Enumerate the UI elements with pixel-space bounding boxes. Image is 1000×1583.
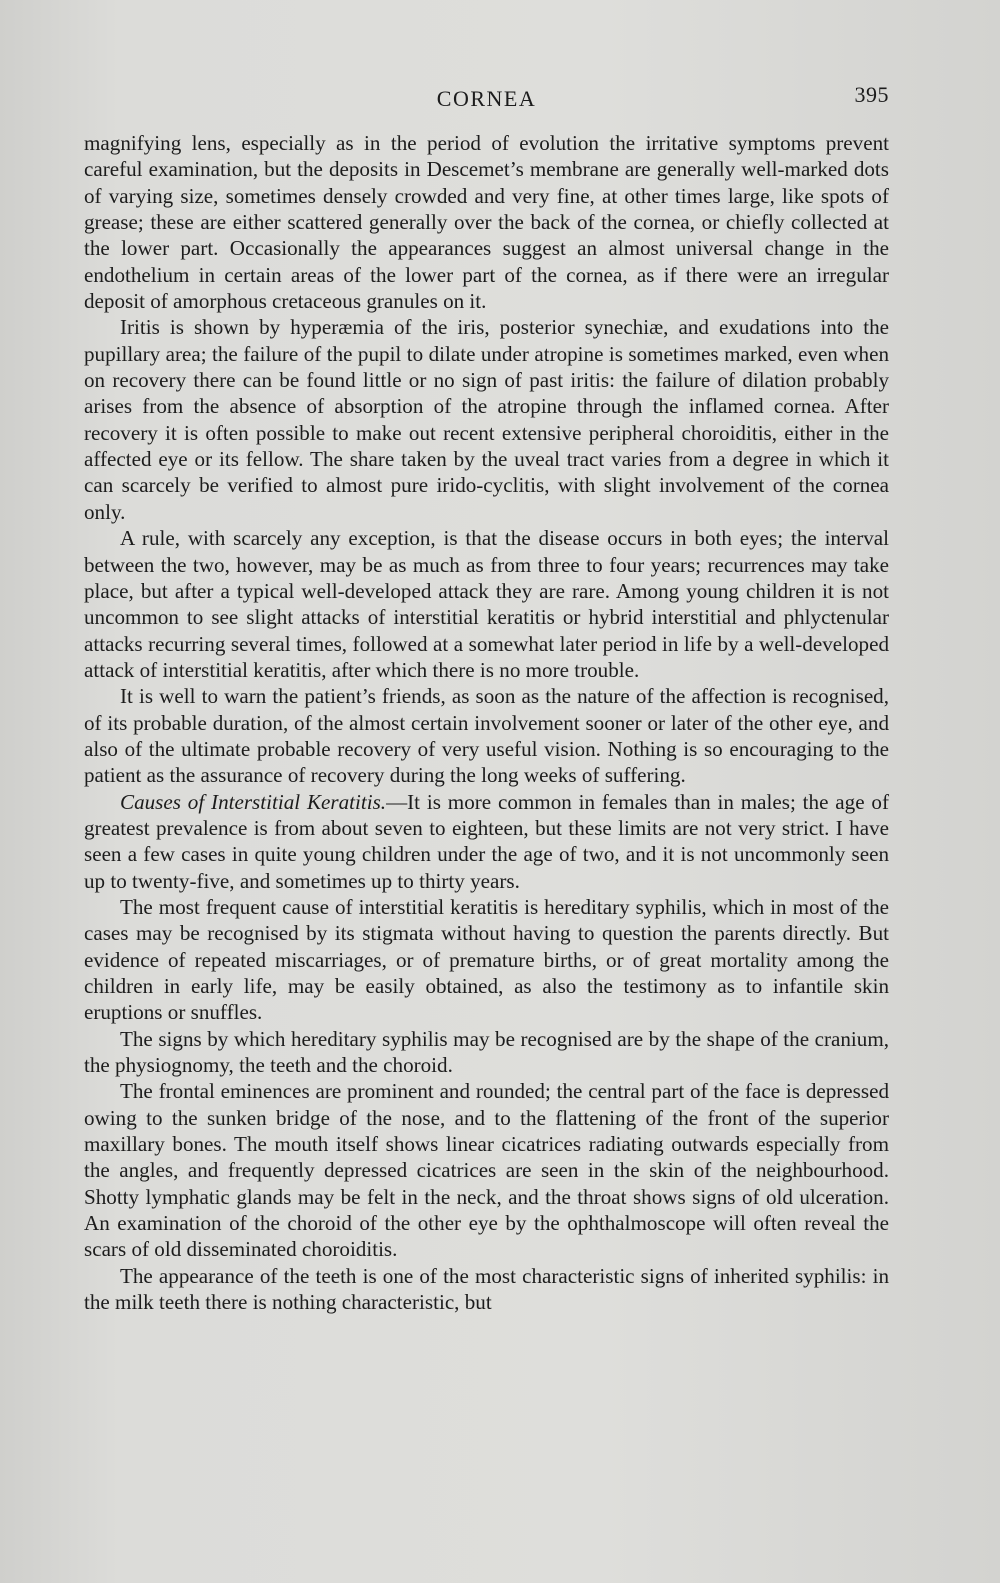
paragraph-teeth: The appearance of the teeth is one of the most characteristic signs of inherited syphilis: in the milk teeth there is nothing characteristic, but — [84, 1263, 889, 1315]
section-heading-causes: Causes of Interstitial Keratitis. — [120, 789, 387, 814]
paragraph-deposits: magnifying lens, especially as in the period of evolution the irritative symptoms prevent careful examination, but the deposits in Descemet’s membrane are generally well-marked dots of varying size, sometimes densely crowded and very fine, at other times large, like spots of grease; these are either scattered generally over the back of the cornea, or chiefly collected at the lower part. Occasionally the appearances suggest an almost universal change in the endothelium in certain areas of the lower part of the cornea, as if there were an irregular deposit of amorphous cretaceous granules on it. — [84, 131, 889, 314]
paragraph-hereditary-syphilis: The most frequent cause of interstitial keratitis is hereditary syphilis, which in most of the cases may be recognised by its stigmata without having to question the parents directly. But evidence of repeated miscarriages, or of premature births, or of great mortality among the children in early life, may be easily obtained, as also the testimony as to infantile skin eruptions or snuffles. — [84, 894, 889, 1025]
running-head — [84, 82, 889, 122]
paragraph-signs: The signs by which hereditary syphilis may be recognised are by the shape of the cranium, the physiognomy, the teeth and the choroid. — [84, 1026, 889, 1078]
paragraph-iritis: Iritis is shown by hyperæmia of the iris, posterior synechiæ, and exudations into the pupillary area; the failure of the pupil to dilate under atropine is sometimes marked, even when on recovery there can be found little or no sign of past iritis: the failure of dilation probably arises from the absence of absorption of the atropine through the inflamed cornea. After recovery it is often possible to make out recent extensive peripheral choroiditis, either in the affected eye or its fellow. The share taken by the uveal tract varies from a degree in which it can scarcely be verified to almost pure irido-cyclitis, with slight involvement of the cornea only. — [84, 315, 889, 524]
paragraph-causes-text: —It is more common in females than in males; the age of greatest prevalence is from about seven to eighteen, but these limits are not very strict. I have seen a few cases in quite young children under the age of two, and it is not uncommonly seen up to twenty-five, and sometimes up to thirty years. — [84, 789, 889, 893]
paragraph-frontal-eminences: The frontal eminences are prominent and rounded; the central part of the face is depressed owing to the sunken bridge of the nose, and to the flattening of the front of the superior maxillary bones. The mouth itself shows linear cicatrices radiating outwards especially from the angles, and frequently depressed cicatrices are seen in the skin of the neighbourhood. Shotty lymphatic glands may be felt in the neck, and the throat shows signs of old ulceration. An examination of the choroid of the other eye by the ophthalmoscope will often reveal the scars of old disseminated choroiditis. — [84, 1079, 889, 1262]
body-text — [84, 130, 889, 1315]
paragraph-causes — [84, 789, 889, 894]
paragraph-warn-friends: It is well to warn the patient’s friends, as soon as the nature of the affection is recognised, of its probable duration, of the almost certain involvement sooner or later of the other eye, and also of the ultimate probable recovery of very useful vision. Nothing is so encouraging to the patient as the assurance of recovery during the long weeks of suffering. — [84, 684, 889, 788]
paragraph-both-eyes: A rule, with scarcely any exception, is that the disease occurs in both eyes; the interval between the two, however, may be as much as from three to four years; recurrences may take place, but after a typical well-developed attack they are rare. Among young children it is not uncommon to see slight attacks of interstitial keratitis or hybrid interstitial and phlyctenular attacks recurring several times, followed at a somewhat later period in life by a well-developed attack of interstitial keratitis, after which there is no more trouble. — [84, 526, 889, 682]
page-number: 395 — [854, 82, 889, 107]
running-title: CORNEA — [436, 86, 537, 111]
